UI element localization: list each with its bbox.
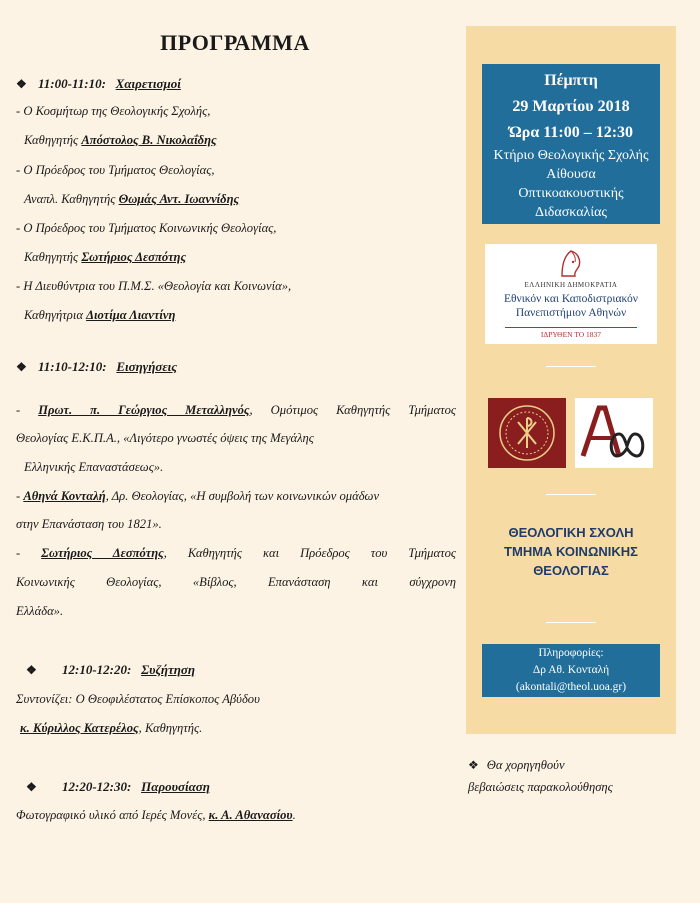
speaker-name: κ. Α. Αθανασίου bbox=[208, 808, 293, 822]
diamond-bullet-icon: ❖ bbox=[16, 360, 27, 374]
speaker-name: Σωτήριος Δεσπότης bbox=[41, 546, 164, 560]
school-name: ΘΕΟΛΟΓΙΚΗ ΣΧΟΛΗ ΤΜΗΜΑ ΚΟΙΝΩΝΙΚΗΣ ΘΕΟΛΟΓΙΑΣ bbox=[504, 525, 638, 578]
speaker-name: Θωμάς Αντ. Ιωαννίδης bbox=[118, 192, 240, 206]
event-time: Ώρα 11:00 – 12:30 bbox=[508, 124, 634, 141]
speaker-name: Διοτίμα Λιαντίνη bbox=[86, 308, 176, 322]
event-venue-line: Αίθουσα bbox=[546, 167, 596, 182]
program-column bbox=[16, 0, 456, 903]
talk-line: Κοινωνικής Θεολογίας, «Βίβλος, Επανάσταση και σύγχρονη bbox=[16, 575, 456, 589]
speaker-name: κ. Κύριλλος Κατερέλος bbox=[20, 721, 139, 735]
attendance-note: ❖ Θα χορηγηθούν βεβαιώσεις παρακολούθησης bbox=[468, 754, 678, 798]
program-line: Αναπλ. Καθηγητής Θωμάς Αντ. Ιωαννίδης bbox=[24, 192, 240, 206]
logo-founded-text: ΙΔΡΥΘΕΝ ΤΟ 1837 bbox=[540, 330, 602, 339]
contact-box bbox=[482, 644, 660, 697]
speaker-name: Απόστολος Β. Νικολαΐδης bbox=[81, 133, 217, 147]
university-logo bbox=[485, 244, 657, 344]
diamond-bullet-icon: ❖ bbox=[16, 77, 27, 91]
diamond-bullet-icon: ❖ bbox=[26, 780, 37, 794]
program-line: - Ο Πρόεδρος του Τμήματος Κοινωνικής Θεολογίας, bbox=[16, 221, 277, 235]
talk-line: Ελληνικής Επαναστάσεως». bbox=[24, 460, 164, 474]
program-line: Καθηγητής Απόστολος Β. Νικολαΐδης bbox=[24, 133, 217, 147]
program-line: Καθηγήτρια Διοτίμα Λιαντίνη bbox=[24, 308, 176, 322]
program-line: Καθηγητής Σωτήριος Δεσπότης bbox=[24, 250, 187, 264]
contact-name: Δρ Αθ. Κονταλή bbox=[532, 664, 610, 676]
page-title: ΠΡΟΓΡΑΜΜΑ bbox=[160, 30, 310, 55]
event-venue-line: Κτήριο Θεολογικής Σχολής bbox=[493, 148, 649, 163]
logo-university-name: Εθνικόν και Καποδιστριακόν bbox=[503, 293, 639, 305]
section-talks-heading: ❖ 11:10-12:10: Εισηγήσεις bbox=[16, 359, 178, 374]
event-details-box bbox=[482, 64, 660, 224]
diamond-bullet-icon: ❖ bbox=[26, 663, 37, 677]
info-panel bbox=[466, 26, 676, 734]
speaker-name: Αθηνά Κονταλή bbox=[23, 489, 106, 503]
event-venue-line: Διδασκαλίας bbox=[535, 205, 607, 220]
talk-line: Ελλάδα». bbox=[16, 604, 64, 618]
diamond-bullet-icon: ❖ bbox=[468, 758, 479, 772]
separator-line bbox=[546, 366, 596, 367]
separator-line bbox=[546, 494, 596, 495]
alpha-omega-icon bbox=[575, 398, 653, 468]
event-day: Πέμπτη bbox=[544, 72, 598, 89]
talk-line: στην Επανάσταση του 1821». bbox=[16, 517, 162, 531]
section-discussion-heading: ❖ 12:10-12:20: Συζήτηση bbox=[26, 662, 196, 677]
speaker-name: Σωτήριος Δεσπότης bbox=[81, 250, 187, 264]
talk-line: - Αθηνά Κονταλή, Δρ. Θεολογίας, «Η συμβολή των κοινωνικών ομάδων bbox=[16, 489, 380, 503]
logo-country-text: ΕΛΛΗΝΙΚΗ ΔΗΜΟΚΡΑΤΙΑ bbox=[524, 281, 618, 289]
talk-line: Θεολογίας Ε.Κ.Π.Α., «Λιγότερο γνωστές όψεις της Μεγάλης bbox=[16, 431, 314, 445]
program-line: Φωτογραφικό υλικό από Ιερές Μονές, κ. Α. Αθανασίου. bbox=[16, 808, 296, 822]
logo-university-name: Πανεπιστήμιον Αθηνών bbox=[515, 307, 627, 319]
program-line: - Ο Κοσμήτωρ της Θεολογικής Σχολής, bbox=[16, 104, 211, 118]
program-line: - Η Διευθύντρια του Π.Μ.Σ. «Θεολογία και Κοινωνία», bbox=[16, 279, 292, 293]
contact-label: Πληροφορίες: bbox=[538, 647, 604, 659]
section-topic: Συζήτηση bbox=[141, 662, 196, 677]
program-line: κ. Κύριλλος Κατερέλος, Καθηγητής. bbox=[20, 721, 203, 735]
section-presentation-heading: ❖ 12:20-12:30: Παρουσίαση bbox=[26, 779, 210, 794]
section-topic: Χαιρετισμοί bbox=[115, 76, 181, 91]
contact-email: (akontali@theol.uoa.gr) bbox=[515, 681, 627, 693]
separator-line bbox=[546, 622, 596, 623]
athena-head-icon bbox=[558, 248, 584, 278]
chi-rho-emblem-icon bbox=[488, 398, 566, 468]
event-venue-line: Οπτικοακουστικής bbox=[518, 186, 624, 201]
talk-line: - Σωτήριος Δεσπότης, Καθηγητής και Πρόεδρος του Τμήματος bbox=[16, 546, 457, 560]
talk-line: - Πρωτ. π. Γεώργιος Μεταλληνός, Ομότιμος Καθηγητής Τμήματος bbox=[16, 403, 456, 417]
event-date: 29 Μαρτίου 2018 bbox=[512, 98, 630, 115]
program-line: - Ο Πρόεδρος του Τμήματος Θεολογίας, bbox=[16, 163, 215, 177]
logo-rule bbox=[505, 327, 637, 328]
section-topic: Εισηγήσεις bbox=[116, 359, 178, 374]
section-greetings-heading: ❖ 11:00-11:10: Χαιρετισμοί bbox=[16, 76, 181, 91]
program-line: Συντονίζει: Ο Θεοφιλέστατος Επίσκοπος Αβύδου bbox=[16, 692, 260, 706]
section-topic: Παρουσίαση bbox=[141, 779, 210, 794]
speaker-name: Πρωτ. π. Γεώργιος Μεταλληνός bbox=[38, 403, 250, 417]
